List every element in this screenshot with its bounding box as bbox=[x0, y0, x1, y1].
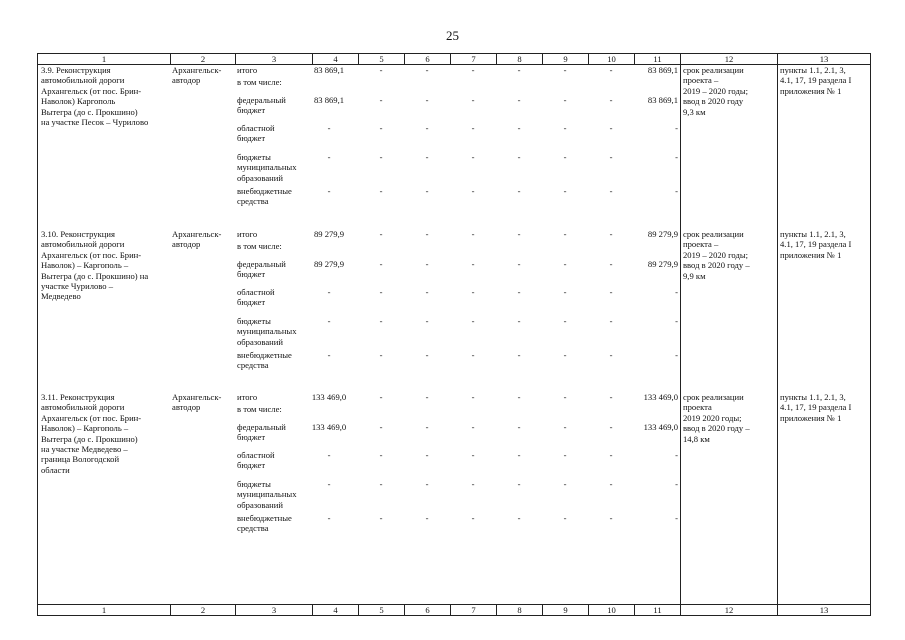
column-rule bbox=[37, 64, 38, 604]
year-value: - bbox=[563, 513, 567, 523]
funding-source bbox=[237, 350, 311, 371]
funding-source-line: бюджеты bbox=[237, 316, 271, 326]
sum-value: - bbox=[675, 152, 678, 162]
year-value: - bbox=[379, 350, 383, 360]
funding-source-line: образований bbox=[237, 336, 283, 347]
year-value: - bbox=[425, 186, 429, 196]
year-value: - bbox=[471, 123, 475, 133]
implementation-note-line: 14,8 км bbox=[683, 433, 710, 444]
funding-source-line: областной bbox=[237, 287, 275, 297]
reference-points bbox=[780, 229, 870, 260]
header-col-number-2: 2 bbox=[171, 54, 236, 65]
header-col-number-13: 13 bbox=[778, 54, 871, 65]
year-value: - bbox=[517, 95, 521, 105]
implementation-note-line: 9,9 км bbox=[683, 270, 706, 281]
year-value: - bbox=[379, 152, 383, 162]
sum-value: 133 469,0 bbox=[643, 422, 678, 432]
year-value: - bbox=[471, 287, 475, 297]
year-value: - bbox=[425, 422, 429, 432]
measure-name-line: Вытегра (до с. Прокшино) bbox=[41, 106, 138, 117]
footer-col-number-10: 10 bbox=[589, 605, 635, 616]
year-value: - bbox=[609, 479, 613, 489]
year-value: - bbox=[425, 479, 429, 489]
sum-value: - bbox=[675, 186, 678, 196]
year-value: - bbox=[563, 479, 567, 489]
funding-source-line: средства bbox=[237, 196, 269, 207]
total-value: 133 469,0 bbox=[311, 392, 347, 402]
reference-points-line: пункты 1.1, 2.1, 3, bbox=[780, 65, 846, 75]
year-value: - bbox=[379, 479, 383, 489]
funding-source-line: бюджет bbox=[237, 133, 266, 144]
year-value: - bbox=[563, 422, 567, 432]
year-value: - bbox=[517, 479, 521, 489]
funding-source bbox=[237, 186, 311, 207]
funding-source-line: внебюджетные bbox=[237, 186, 292, 196]
year-value: - bbox=[379, 513, 383, 523]
funding-source-line: федеральный bbox=[237, 259, 286, 269]
header-col-number-10: 10 bbox=[589, 54, 635, 65]
measure-name bbox=[41, 65, 169, 127]
year-value: - bbox=[609, 152, 613, 162]
year-value: - bbox=[379, 95, 383, 105]
sum-value: 89 279,9 bbox=[647, 229, 678, 239]
funding-source-line: муниципальных bbox=[237, 489, 297, 500]
implementation-note-line: ввод в 2020 году bbox=[683, 96, 744, 107]
year-value: - bbox=[609, 95, 613, 105]
header-col-number-9: 9 bbox=[543, 54, 589, 65]
year-value: - bbox=[563, 392, 567, 402]
funding-source-line: средства bbox=[237, 523, 269, 534]
year-value: - bbox=[425, 95, 429, 105]
year-value: - bbox=[379, 65, 383, 75]
sum-value: 83 869,1 bbox=[647, 65, 678, 75]
funding-source-line: бюджет bbox=[237, 297, 266, 308]
funding-source-line: муниципальных bbox=[237, 162, 297, 173]
funding-source-line: итого bbox=[237, 392, 258, 402]
measure-name-line: автомобильной дороги bbox=[41, 402, 125, 413]
column-rule bbox=[870, 64, 871, 604]
year-value: - bbox=[609, 229, 613, 239]
funding-source-line: федеральный bbox=[237, 422, 286, 432]
year-value: - bbox=[563, 186, 567, 196]
year-value: - bbox=[379, 229, 383, 239]
funding-source bbox=[237, 152, 311, 183]
year-value: - bbox=[425, 316, 429, 326]
year-value: - bbox=[517, 259, 521, 269]
sum-value: 89 279,9 bbox=[647, 259, 678, 269]
implementation-note-line: срок реализации bbox=[683, 392, 744, 402]
year-value: - bbox=[517, 422, 521, 432]
funding-source bbox=[237, 241, 311, 251]
year-value: - bbox=[471, 186, 475, 196]
measure-name-line: автомобильной дороги bbox=[41, 239, 125, 250]
year-value: - bbox=[563, 95, 567, 105]
implementation-note-line: проекта bbox=[683, 402, 712, 413]
executor bbox=[172, 392, 234, 413]
footer-col-number-4: 4 bbox=[313, 605, 359, 616]
footer-col-number-3: 3 bbox=[236, 605, 313, 616]
year-value: - bbox=[471, 422, 475, 432]
header-col-number-7: 7 bbox=[451, 54, 497, 65]
year-value: - bbox=[517, 287, 521, 297]
total-value: - bbox=[327, 152, 331, 162]
sum-value: 133 469,0 bbox=[643, 392, 678, 402]
year-value: - bbox=[563, 316, 567, 326]
year-value: - bbox=[563, 450, 567, 460]
funding-source-line: федеральный bbox=[237, 95, 286, 105]
year-value: - bbox=[471, 316, 475, 326]
year-value: - bbox=[471, 479, 475, 489]
total-value: 133 469,0 bbox=[311, 422, 347, 432]
funding-source-line: итого bbox=[237, 65, 258, 75]
year-value: - bbox=[609, 422, 613, 432]
executor-line: автодор bbox=[172, 75, 201, 86]
column-rule bbox=[680, 64, 681, 604]
footer-col-number-8: 8 bbox=[497, 605, 543, 616]
implementation-note-line: проекта – bbox=[683, 239, 719, 250]
footer-col-number-9: 9 bbox=[543, 605, 589, 616]
executor-line: автодор bbox=[172, 402, 201, 413]
header-col-number-8: 8 bbox=[497, 54, 543, 65]
year-value: - bbox=[609, 350, 613, 360]
reference-points-line: 4.1, 17, 19 раздела I bbox=[780, 75, 852, 86]
implementation-note bbox=[683, 392, 775, 444]
column-number-header bbox=[37, 53, 871, 65]
funding-source bbox=[237, 316, 311, 347]
year-value: - bbox=[471, 350, 475, 360]
implementation-note-line: 2019 – 2020 годы; bbox=[683, 249, 749, 260]
year-value: - bbox=[379, 259, 383, 269]
header-col-number-4: 4 bbox=[313, 54, 359, 65]
footer-col-number-1: 1 bbox=[38, 605, 171, 616]
reference-points-line: приложения № 1 bbox=[780, 249, 842, 260]
year-value: - bbox=[379, 316, 383, 326]
executor bbox=[172, 229, 234, 250]
funding-source bbox=[237, 65, 311, 75]
executor-line: Архангельск- bbox=[172, 65, 222, 75]
year-value: - bbox=[517, 513, 521, 523]
funding-source-line: областной bbox=[237, 123, 275, 133]
measure-name-line: Медведево bbox=[41, 291, 81, 302]
implementation-note-line: 9,3 км bbox=[683, 106, 706, 117]
year-value: - bbox=[425, 513, 429, 523]
funding-source-line: бюджет bbox=[237, 432, 266, 443]
header-col-number-3: 3 bbox=[236, 54, 313, 65]
implementation-note-line: ввод в 2020 году – bbox=[683, 260, 750, 271]
year-value: - bbox=[609, 186, 613, 196]
year-value: - bbox=[379, 392, 383, 402]
measure-name-line: на участке Песок – Чурилово bbox=[41, 117, 149, 128]
funding-source-line: в том числе: bbox=[237, 77, 282, 87]
total-value: - bbox=[327, 350, 331, 360]
funding-source-line: образований bbox=[237, 172, 283, 183]
measure-name-line: Наволок) – Каргополь – bbox=[41, 260, 129, 271]
sum-value: - bbox=[675, 479, 678, 489]
total-value: - bbox=[327, 123, 331, 133]
year-value: - bbox=[471, 95, 475, 105]
year-value: - bbox=[379, 123, 383, 133]
funding-source bbox=[237, 123, 311, 144]
funding-source-line: бюджеты bbox=[237, 152, 271, 162]
implementation-note bbox=[683, 229, 775, 281]
footer-col-number-2: 2 bbox=[171, 605, 236, 616]
year-value: - bbox=[609, 450, 613, 460]
year-value: - bbox=[425, 229, 429, 239]
year-value: - bbox=[563, 350, 567, 360]
year-value: - bbox=[471, 65, 475, 75]
year-value: - bbox=[563, 229, 567, 239]
year-value: - bbox=[517, 152, 521, 162]
implementation-note bbox=[683, 65, 775, 117]
implementation-note-line: 2019 – 2020 годы; bbox=[683, 85, 749, 96]
funding-source-line: бюджет bbox=[237, 105, 266, 116]
reference-points-line: 4.1, 17, 19 раздела I bbox=[780, 402, 852, 413]
year-value: - bbox=[517, 186, 521, 196]
year-value: - bbox=[609, 259, 613, 269]
implementation-note-line: срок реализации bbox=[683, 65, 744, 75]
year-value: - bbox=[609, 65, 613, 75]
year-value: - bbox=[471, 450, 475, 460]
funding-source-line: в том числе: bbox=[237, 404, 282, 414]
year-value: - bbox=[609, 123, 613, 133]
total-value: - bbox=[327, 287, 331, 297]
reference-points-line: приложения № 1 bbox=[780, 85, 842, 96]
year-value: - bbox=[471, 229, 475, 239]
reference-points bbox=[780, 65, 870, 96]
year-value: - bbox=[517, 350, 521, 360]
header-col-number-6: 6 bbox=[405, 54, 451, 65]
year-value: - bbox=[425, 123, 429, 133]
funding-source-line: внебюджетные bbox=[237, 513, 292, 523]
total-value: 89 279,9 bbox=[313, 259, 345, 269]
implementation-note-line: 2019 2020 годы; bbox=[683, 412, 742, 423]
measure-name-line: Наволок) Каргополь bbox=[41, 96, 116, 107]
year-value: - bbox=[609, 392, 613, 402]
sum-value: 83 869,1 bbox=[647, 95, 678, 105]
total-value: 83 869,1 bbox=[313, 95, 345, 105]
sum-value: - bbox=[675, 287, 678, 297]
total-value: - bbox=[327, 513, 331, 523]
measure-name-line: участке Чурилово – bbox=[41, 281, 114, 292]
funding-source-line: областной bbox=[237, 450, 275, 460]
measure-name-line: Архангельск (от пос. Брин- bbox=[41, 85, 142, 96]
sum-value: - bbox=[675, 450, 678, 460]
measure-name-line: граница Вологодской bbox=[41, 454, 120, 465]
funding-source-line: внебюджетные bbox=[237, 350, 292, 360]
total-value: 83 869,1 bbox=[313, 65, 345, 75]
year-value: - bbox=[471, 392, 475, 402]
footer-col-number-7: 7 bbox=[451, 605, 497, 616]
year-value: - bbox=[517, 123, 521, 133]
implementation-note-line: ввод в 2020 году – bbox=[683, 423, 750, 434]
measure-name-line: автомобильной дороги bbox=[41, 75, 125, 86]
funding-source-line: образований bbox=[237, 499, 283, 510]
implementation-note-line: срок реализации bbox=[683, 229, 744, 239]
year-value: - bbox=[517, 229, 521, 239]
funding-source bbox=[237, 259, 311, 280]
funding-source bbox=[237, 450, 311, 471]
funding-source bbox=[237, 229, 311, 239]
year-value: - bbox=[563, 65, 567, 75]
funding-source bbox=[237, 95, 311, 116]
year-value: - bbox=[517, 450, 521, 460]
column-rule bbox=[777, 64, 778, 604]
year-value: - bbox=[563, 287, 567, 297]
funding-source bbox=[237, 479, 311, 510]
footer-col-number-5: 5 bbox=[359, 605, 405, 616]
measure-name-line: 3.9. Реконструкция bbox=[41, 65, 111, 75]
funding-source bbox=[237, 422, 311, 443]
total-value: - bbox=[327, 479, 331, 489]
funding-source bbox=[237, 404, 311, 414]
measure-name bbox=[41, 229, 169, 302]
measure-name-line: Архангельск (от пос. Брин- bbox=[41, 412, 142, 423]
executor-line: Архангельск- bbox=[172, 229, 222, 239]
year-value: - bbox=[517, 316, 521, 326]
measure-name-line: Наволок) – Каргополь – bbox=[41, 423, 129, 434]
year-value: - bbox=[425, 287, 429, 297]
funding-source bbox=[237, 287, 311, 308]
funding-source bbox=[237, 392, 311, 402]
funding-source-line: средства bbox=[237, 360, 269, 371]
page-number: 25 bbox=[446, 28, 459, 43]
executor bbox=[172, 65, 234, 86]
sum-value: - bbox=[675, 123, 678, 133]
funding-source-line: бюджет bbox=[237, 460, 266, 471]
year-value: - bbox=[425, 392, 429, 402]
reference-points-line: пункты 1.1, 2.1, 3, bbox=[780, 392, 846, 402]
year-value: - bbox=[471, 152, 475, 162]
reference-points-line: пункты 1.1, 2.1, 3, bbox=[780, 229, 846, 239]
header-col-number-12: 12 bbox=[681, 54, 778, 65]
year-value: - bbox=[471, 513, 475, 523]
column-number-footer bbox=[37, 604, 871, 616]
sum-value: - bbox=[675, 513, 678, 523]
measure-name-line: 3.10. Реконструкция bbox=[41, 229, 115, 239]
footer-col-number-11: 11 bbox=[635, 605, 681, 616]
year-value: - bbox=[609, 513, 613, 523]
footer-col-number-12: 12 bbox=[681, 605, 778, 616]
header-col-number-5: 5 bbox=[359, 54, 405, 65]
year-value: - bbox=[609, 287, 613, 297]
year-value: - bbox=[379, 450, 383, 460]
footer-col-number-6: 6 bbox=[405, 605, 451, 616]
funding-source-line: в том числе: bbox=[237, 241, 282, 251]
sum-value: - bbox=[675, 350, 678, 360]
sum-value: - bbox=[675, 316, 678, 326]
year-value: - bbox=[379, 287, 383, 297]
total-value: - bbox=[327, 186, 331, 196]
year-value: - bbox=[425, 259, 429, 269]
executor-line: Архангельск- bbox=[172, 392, 222, 402]
measure-name-line: Вытегра (до с. Прокшино) на bbox=[41, 270, 149, 281]
funding-source-line: бюджеты bbox=[237, 479, 271, 489]
year-value: - bbox=[563, 259, 567, 269]
funding-source bbox=[237, 77, 311, 87]
header-col-number-11: 11 bbox=[635, 54, 681, 65]
year-value: - bbox=[563, 152, 567, 162]
total-value: 89 279,9 bbox=[313, 229, 345, 239]
header-col-number-1: 1 bbox=[38, 54, 171, 65]
footer-col-number-13: 13 bbox=[778, 605, 871, 616]
year-value: - bbox=[425, 152, 429, 162]
total-value: - bbox=[327, 450, 331, 460]
measure-name-line: Вытегра (до с. Прокшино) bbox=[41, 433, 138, 444]
reference-points-line: 4.1, 17, 19 раздела I bbox=[780, 239, 852, 250]
year-value: - bbox=[425, 350, 429, 360]
year-value: - bbox=[425, 65, 429, 75]
funding-source-line: итого bbox=[237, 229, 258, 239]
measure-name bbox=[41, 392, 169, 475]
funding-source-line: муниципальных bbox=[237, 326, 297, 337]
implementation-note-line: проекта – bbox=[683, 75, 719, 86]
measure-name-line: области bbox=[41, 464, 70, 475]
measure-name-line: Архангельск (от пос. Брин- bbox=[41, 249, 142, 260]
year-value: - bbox=[609, 316, 613, 326]
measure-name-line: на участке Медведево – bbox=[41, 444, 128, 455]
year-value: - bbox=[517, 65, 521, 75]
year-value: - bbox=[379, 422, 383, 432]
year-value: - bbox=[379, 186, 383, 196]
year-value: - bbox=[425, 450, 429, 460]
measure-name-line: 3.11. Реконструкция bbox=[41, 392, 115, 402]
year-value: - bbox=[563, 123, 567, 133]
funding-source bbox=[237, 513, 311, 534]
total-value: - bbox=[327, 316, 331, 326]
funding-source-line: бюджет bbox=[237, 269, 266, 280]
year-value: - bbox=[471, 259, 475, 269]
reference-points bbox=[780, 392, 870, 423]
year-value: - bbox=[517, 392, 521, 402]
executor-line: автодор bbox=[172, 239, 201, 250]
reference-points-line: приложения № 1 bbox=[780, 412, 842, 423]
